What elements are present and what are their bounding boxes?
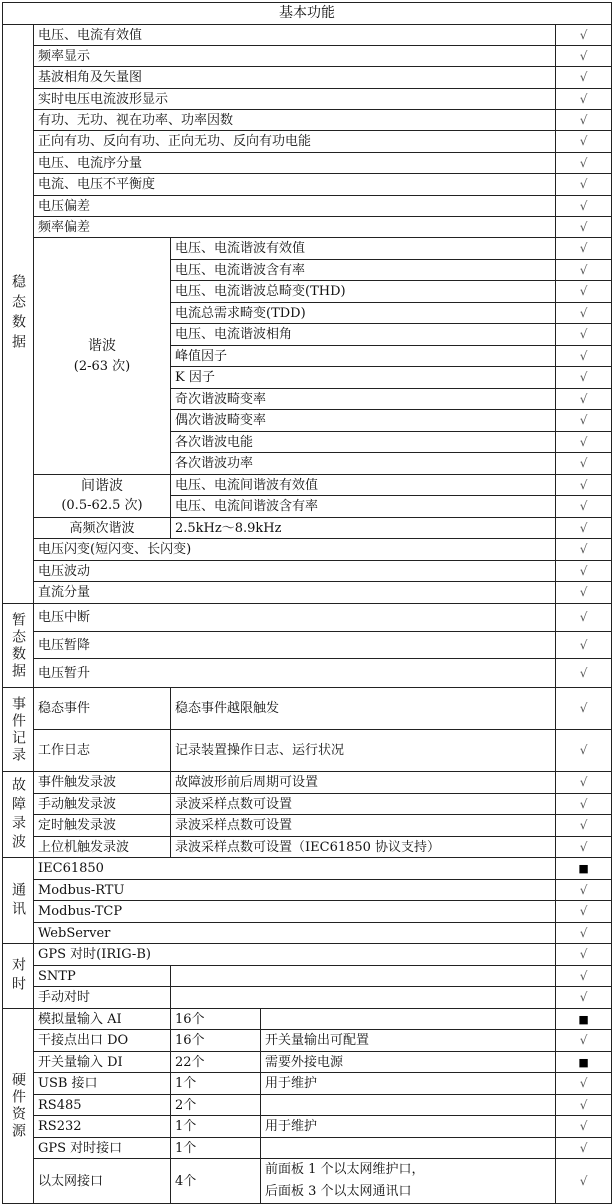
table-row xyxy=(3,475,612,496)
hw-name: 模拟量输入 AI xyxy=(34,1009,171,1030)
check-icon: √ xyxy=(556,238,612,260)
check-icon: √ xyxy=(556,582,612,604)
check-icon: √ xyxy=(556,367,612,389)
table-row xyxy=(3,110,612,131)
category-hardware: 硬件资源 xyxy=(3,1009,34,1204)
comm-name: WebServer xyxy=(34,923,556,944)
check-icon: √ xyxy=(556,539,612,561)
item: 电压、电流间谐波有效值 xyxy=(171,475,556,496)
hw-count: 1个 xyxy=(171,1116,261,1138)
comm-name: Modbus-TCP xyxy=(34,901,556,923)
fault-name: 事件触发录波 xyxy=(34,772,171,794)
fault-desc: 故障波形前后周期可设置 xyxy=(171,772,556,794)
check-icon: √ xyxy=(556,944,612,966)
table-row xyxy=(3,561,612,582)
square-icon: ■ xyxy=(556,858,612,880)
table-row xyxy=(3,966,612,987)
table-row xyxy=(3,153,612,174)
item: 有功、无功、视在功率、功率因数 xyxy=(34,110,556,131)
table-row xyxy=(3,196,612,217)
hw-count: 16个 xyxy=(171,1009,261,1030)
hw-note-line: 后面板 3 个以太网通讯口 xyxy=(265,1184,412,1199)
check-icon: √ xyxy=(556,89,612,110)
fault-name: 定时触发录波 xyxy=(34,815,171,837)
hw-note: 用于维护 xyxy=(261,1073,556,1095)
check-icon: √ xyxy=(556,659,612,688)
table-row xyxy=(3,659,612,688)
check-icon: √ xyxy=(556,1116,612,1138)
check-icon: √ xyxy=(556,880,612,901)
table-row xyxy=(3,1159,612,1204)
check-icon: √ xyxy=(556,25,612,46)
check-icon: √ xyxy=(556,604,612,632)
item: 奇次谐波畸变率 xyxy=(171,389,556,410)
check-icon: √ xyxy=(556,923,612,944)
check-icon: √ xyxy=(556,67,612,89)
fault-desc: 录波采样点数可设置 xyxy=(171,794,556,815)
item: 电压偏差 xyxy=(34,196,556,217)
square-icon: ■ xyxy=(556,1009,612,1030)
table-row xyxy=(3,1052,612,1073)
timesync-name: SNTP xyxy=(34,966,171,987)
fault-desc: 录波采样点数可设置（IEC61850 协议支持） xyxy=(171,837,556,858)
high-freq-label: 高频次谐波 xyxy=(34,518,171,539)
harmonic-group xyxy=(34,238,171,475)
table-row xyxy=(3,815,612,837)
hw-note xyxy=(261,1095,556,1116)
table-row xyxy=(3,582,612,604)
hw-note xyxy=(261,1159,556,1204)
check-icon: √ xyxy=(556,324,612,346)
category-steady: 稳态数据 xyxy=(3,25,34,604)
hw-count: 22个 xyxy=(171,1052,261,1073)
event-name: 稳态事件 xyxy=(34,688,171,730)
item: 电压、电流谐波相角 xyxy=(171,324,556,346)
timesync-name: GPS 对时(IRIG-B) xyxy=(34,944,556,966)
item: 频率显示 xyxy=(34,46,556,67)
check-icon: √ xyxy=(556,110,612,131)
hw-name: RS485 xyxy=(34,1095,171,1116)
table-row xyxy=(3,923,612,944)
check-icon: √ xyxy=(556,518,612,539)
hw-name: 以太网接口 xyxy=(34,1159,171,1204)
check-icon: √ xyxy=(556,174,612,196)
item: 电压、电流序分量 xyxy=(34,153,556,174)
check-icon: √ xyxy=(556,987,612,1009)
table-row xyxy=(3,518,612,539)
table-row xyxy=(3,858,612,880)
check-icon: √ xyxy=(556,46,612,67)
table-title: 基本功能 xyxy=(3,3,612,25)
category-comm: 通讯 xyxy=(3,858,34,944)
check-icon: √ xyxy=(556,346,612,367)
event-desc: 稳态事件越限触发 xyxy=(171,688,556,730)
table-row xyxy=(3,1095,612,1116)
comm-name: IEC61850 xyxy=(34,858,556,880)
table-row xyxy=(3,238,612,260)
check-icon: √ xyxy=(556,772,612,794)
event-name: 工作日志 xyxy=(34,730,171,772)
item: 基波相角及矢量图 xyxy=(34,67,556,89)
table-row xyxy=(3,632,612,659)
table-row xyxy=(3,174,612,196)
check-icon: √ xyxy=(556,410,612,432)
check-icon: √ xyxy=(556,153,612,174)
check-icon: √ xyxy=(556,1159,612,1204)
hw-count: 16个 xyxy=(171,1030,261,1052)
item: 电压、电流谐波总畸变(THD) xyxy=(171,281,556,303)
category-timesync: 对时 xyxy=(3,944,34,1009)
interharmonic-label: 间谐波 xyxy=(81,478,123,494)
table-row xyxy=(3,837,612,858)
item: 电压波动 xyxy=(34,561,556,582)
table-row xyxy=(3,1116,612,1138)
table-row xyxy=(3,89,612,110)
item: 电流总需求畸变(TDD) xyxy=(171,303,556,324)
check-icon: √ xyxy=(556,1095,612,1116)
table-row xyxy=(3,944,612,966)
item: 频率偏差 xyxy=(34,217,556,238)
table-row xyxy=(3,772,612,794)
table-row xyxy=(3,131,612,153)
item: 直流分量 xyxy=(34,582,556,604)
hw-count: 1个 xyxy=(171,1073,261,1095)
fault-name: 手动触发录波 xyxy=(34,794,171,815)
hw-count: 4个 xyxy=(171,1159,261,1204)
check-icon: √ xyxy=(556,730,612,772)
item: 正向有功、反向有功、正向无功、反向有功电能 xyxy=(34,131,556,153)
hw-note xyxy=(261,1009,556,1030)
fault-desc: 录波采样点数可设置 xyxy=(171,815,556,837)
hw-note-line: 前面板 1 个以太网维护口， xyxy=(265,1162,425,1177)
timesync-name: 手动对时 xyxy=(34,987,171,1009)
feature-table xyxy=(2,2,612,1204)
table-row xyxy=(3,25,612,46)
interharmonic-group xyxy=(34,475,171,518)
item: K 因子 xyxy=(171,367,556,389)
hw-name: USB 接口 xyxy=(34,1073,171,1095)
table-row xyxy=(3,217,612,238)
check-icon: √ xyxy=(556,432,612,453)
item: 电压、电流谐波有效值 xyxy=(171,238,556,260)
empty-cell xyxy=(171,966,556,987)
hw-note: 需要外接电源 xyxy=(261,1052,556,1073)
check-icon: √ xyxy=(556,966,612,987)
check-icon: √ xyxy=(556,453,612,475)
check-icon: √ xyxy=(556,303,612,324)
comm-name: Modbus-RTU xyxy=(34,880,556,901)
item: 电压、电流有效值 xyxy=(34,25,556,46)
empty-cell xyxy=(171,987,556,1009)
table-row xyxy=(3,1073,612,1095)
category-event: 事件记录 xyxy=(3,688,34,772)
table-row xyxy=(3,67,612,89)
check-icon: √ xyxy=(556,131,612,153)
square-icon: ■ xyxy=(556,1052,612,1073)
table-row xyxy=(3,539,612,561)
hw-name: RS232 xyxy=(34,1116,171,1138)
table-row xyxy=(3,1138,612,1159)
item: 电压暂升 xyxy=(34,659,556,688)
table-row xyxy=(3,604,612,632)
check-icon: √ xyxy=(556,496,612,518)
item: 峰值因子 xyxy=(171,346,556,367)
hw-note: 用于维护 xyxy=(261,1116,556,1138)
hw-name: 干接点出口 DO xyxy=(34,1030,171,1052)
check-icon: √ xyxy=(556,815,612,837)
check-icon: √ xyxy=(556,1073,612,1095)
item: 电流、电压不平衡度 xyxy=(34,174,556,196)
category-transient: 暂态数据 xyxy=(3,604,34,688)
check-icon: √ xyxy=(556,794,612,815)
event-desc: 记录装置操作日志、运行状况 xyxy=(171,730,556,772)
check-icon: √ xyxy=(556,475,612,496)
harmonic-range: (2-63 次) xyxy=(73,359,131,374)
item: 电压暂降 xyxy=(34,632,556,659)
item: 电压、电流谐波含有率 xyxy=(171,260,556,281)
interharmonic-range: (0.5-62.5 次) xyxy=(61,498,143,513)
check-icon: √ xyxy=(556,688,612,730)
table-row xyxy=(3,901,612,923)
hw-note xyxy=(261,1138,556,1159)
check-icon: √ xyxy=(556,389,612,410)
hw-note: 开关量输出可配置 xyxy=(261,1030,556,1052)
table-row xyxy=(3,688,612,730)
check-icon: √ xyxy=(556,1030,612,1052)
check-icon: √ xyxy=(556,1138,612,1159)
harmonic-label: 谐波 xyxy=(88,338,116,354)
hw-name: 开关量输入 DI xyxy=(34,1052,171,1073)
high-freq-value: 2.5kHz～8.9kHz xyxy=(171,518,556,539)
check-icon: √ xyxy=(556,281,612,303)
table-row xyxy=(3,794,612,815)
item: 实时电压电流波形显示 xyxy=(34,89,556,110)
table-row xyxy=(3,1030,612,1052)
fault-name: 上位机触发录波 xyxy=(34,837,171,858)
hw-count: 1个 xyxy=(171,1138,261,1159)
table-row xyxy=(3,987,612,1009)
item: 电压闪变(短闪变、长闪变) xyxy=(34,539,556,561)
header-row xyxy=(3,3,612,25)
check-icon: √ xyxy=(556,561,612,582)
hw-name: GPS 对时接口 xyxy=(34,1138,171,1159)
table-row xyxy=(3,730,612,772)
check-icon: √ xyxy=(556,217,612,238)
table-row xyxy=(3,46,612,67)
check-icon: √ xyxy=(556,901,612,923)
table-row xyxy=(3,1009,612,1030)
item: 电压中断 xyxy=(34,604,556,632)
check-icon: √ xyxy=(556,260,612,281)
item: 各次谐波电能 xyxy=(171,432,556,453)
check-icon: √ xyxy=(556,632,612,659)
check-icon: √ xyxy=(556,196,612,217)
item: 各次谐波功率 xyxy=(171,453,556,475)
category-fault: 故障录波 xyxy=(3,772,34,858)
check-icon: √ xyxy=(556,837,612,858)
hw-count: 2个 xyxy=(171,1095,261,1116)
item: 电压、电流间谐波含有率 xyxy=(171,496,556,518)
item: 偶次谐波畸变率 xyxy=(171,410,556,432)
table-row xyxy=(3,880,612,901)
